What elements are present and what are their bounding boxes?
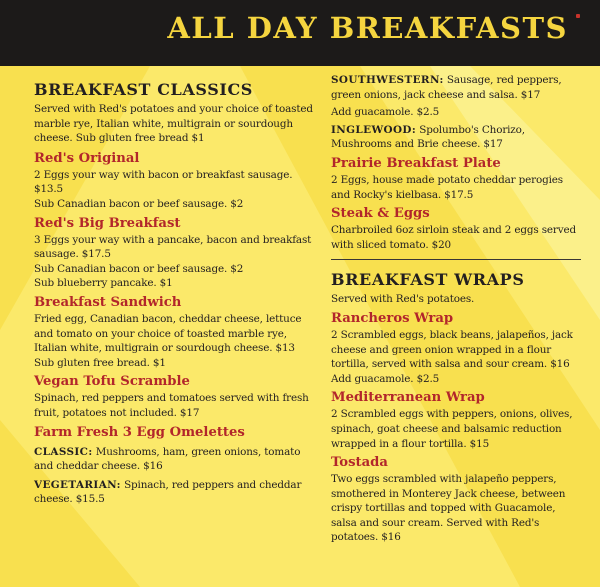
classics-intro: Served with Red's potatoes and your choice of toasted marble rye, Italian white, multigrain or sourdough cheese. Sub gluten free bread $1 bbox=[34, 103, 313, 145]
omelette-vegetarian-label: VEGETARIAN: bbox=[34, 478, 121, 491]
omelette-inglewood-desc: Spolumbo's Chorizo, Mushrooms and Brie cheese. $17 bbox=[331, 123, 525, 151]
item-title-rancheros-wrap: Rancheros Wrap bbox=[331, 310, 454, 326]
item-desc-rancheros-wrap: 2 Scrambled eggs, black beans, jalapeños, jack cheese and green onion wrapped in a flour tortilla, served with salsa and sour cream. $16 bbox=[331, 328, 573, 371]
omelette-southwestern-add: Add guacamole. $2.5 bbox=[331, 106, 440, 119]
item-title-steak-and-eggs: Steak & Eggs bbox=[331, 206, 430, 222]
section-title-breakfast-wraps: BREAKFAST WRAPS bbox=[331, 270, 525, 290]
omelette-southwestern-label: SOUTHWESTERN: bbox=[331, 74, 444, 86]
item-desc-prairie-breakfast-plate: 2 Eggs, house made potato cheddar perogies and Rocky's kielbasa. $17.5 bbox=[331, 173, 563, 201]
omelette-inglewood-label: INGLEWOOD: bbox=[331, 123, 417, 136]
item-add-rancheros-wrap: Add guacamole. $2.5 bbox=[331, 372, 440, 385]
item-sub-reds-original: Sub Canadian bacon or beef sausage. $2 bbox=[34, 197, 244, 210]
omelette-southwestern bbox=[331, 73, 581, 102]
section-title-breakfast-classics: BREAKFAST CLASSICS bbox=[34, 80, 253, 99]
item-sub-breakfast-sandwich: Sub gluten free bread. $1 bbox=[34, 356, 166, 369]
item-sub-reds-big-breakfast: Sub Canadian bacon or beef sausage. $2 bbox=[34, 262, 244, 275]
omelette-classic-desc: Mushrooms, ham, green onions, tomato and cheddar cheese. $16 bbox=[34, 445, 301, 473]
item-title-prairie-breakfast-plate: Prairie Breakfast Plate bbox=[331, 155, 501, 171]
item-title-breakfast-sandwich: Breakfast Sandwich bbox=[34, 294, 182, 310]
item-title-reds-original: Red's Original bbox=[34, 150, 140, 166]
menu-header bbox=[0, 0, 600, 66]
wraps-intro: Served with Red's potatoes. bbox=[331, 293, 475, 306]
header-accent-mark bbox=[576, 14, 580, 18]
item-desc-steak-and-eggs: Charbroiled 6oz sirloin steak and 2 eggs served with sliced tomato. $20 bbox=[331, 224, 576, 251]
omelette-vegetarian-desc: Spinach, red peppers and cheddar cheese. $15.5 bbox=[34, 478, 302, 506]
omelette-classic bbox=[34, 445, 316, 474]
left-column bbox=[34, 66, 316, 507]
omelette-southwestern-desc: Sausage, red peppers, green onions, jack cheese and salsa. $17 bbox=[331, 74, 562, 101]
item-title-reds-big-breakfast: Red's Big Breakfast bbox=[34, 215, 181, 231]
item-desc-breakfast-sandwich: Fried egg, Canadian bacon, cheddar cheese, lettuce and tomato on your choice of toasted marble rye, Italian white, multigrain or sourdough cheese. $13 bbox=[34, 312, 302, 355]
right-column bbox=[331, 66, 581, 545]
item-title-omelettes: Farm Fresh 3 Egg Omelettes bbox=[34, 424, 245, 440]
omelette-inglewood bbox=[331, 123, 581, 152]
item-title-tostada: Tostada bbox=[331, 455, 388, 471]
item-desc-tostada: Two eggs scrambled with jalapeño peppers, smothered in Monterey Jack cheese, between crispy tortillas and topped with Guacamole, salsa and sour cream. Served with Red's potatoes. $16 bbox=[331, 473, 566, 544]
item-title-mediterranean-wrap: Mediterranean Wrap bbox=[331, 390, 485, 406]
item-desc-mediterranean-wrap: 2 Scrambled eggs with peppers, onions, olives, spinach, goat cheese and balsamic reduction wrapped in a flour tortilla. $15 bbox=[331, 408, 573, 450]
item-desc-reds-big-breakfast: 3 Eggs your way with a pancake, bacon and breakfast sausage. $17.5 bbox=[34, 233, 312, 261]
item-sub2-reds-big-breakfast: Sub blueberry pancake. $1 bbox=[34, 277, 173, 290]
omelette-vegetarian bbox=[34, 478, 316, 507]
item-desc-vegan-tofu-scramble: Spinach, red peppers and tomatoes served with fresh fruit, potatoes not included. $17 bbox=[34, 392, 309, 419]
section-divider bbox=[331, 259, 581, 260]
menu-title: ALL DAY BREAKFASTS bbox=[167, 11, 568, 45]
item-desc-reds-original: 2 Eggs your way with bacon or breakfast sausage. $13.5 bbox=[34, 168, 293, 196]
omelette-classic-label: CLASSIC: bbox=[34, 445, 93, 458]
item-title-vegan-tofu-scramble: Vegan Tofu Scramble bbox=[34, 374, 190, 390]
